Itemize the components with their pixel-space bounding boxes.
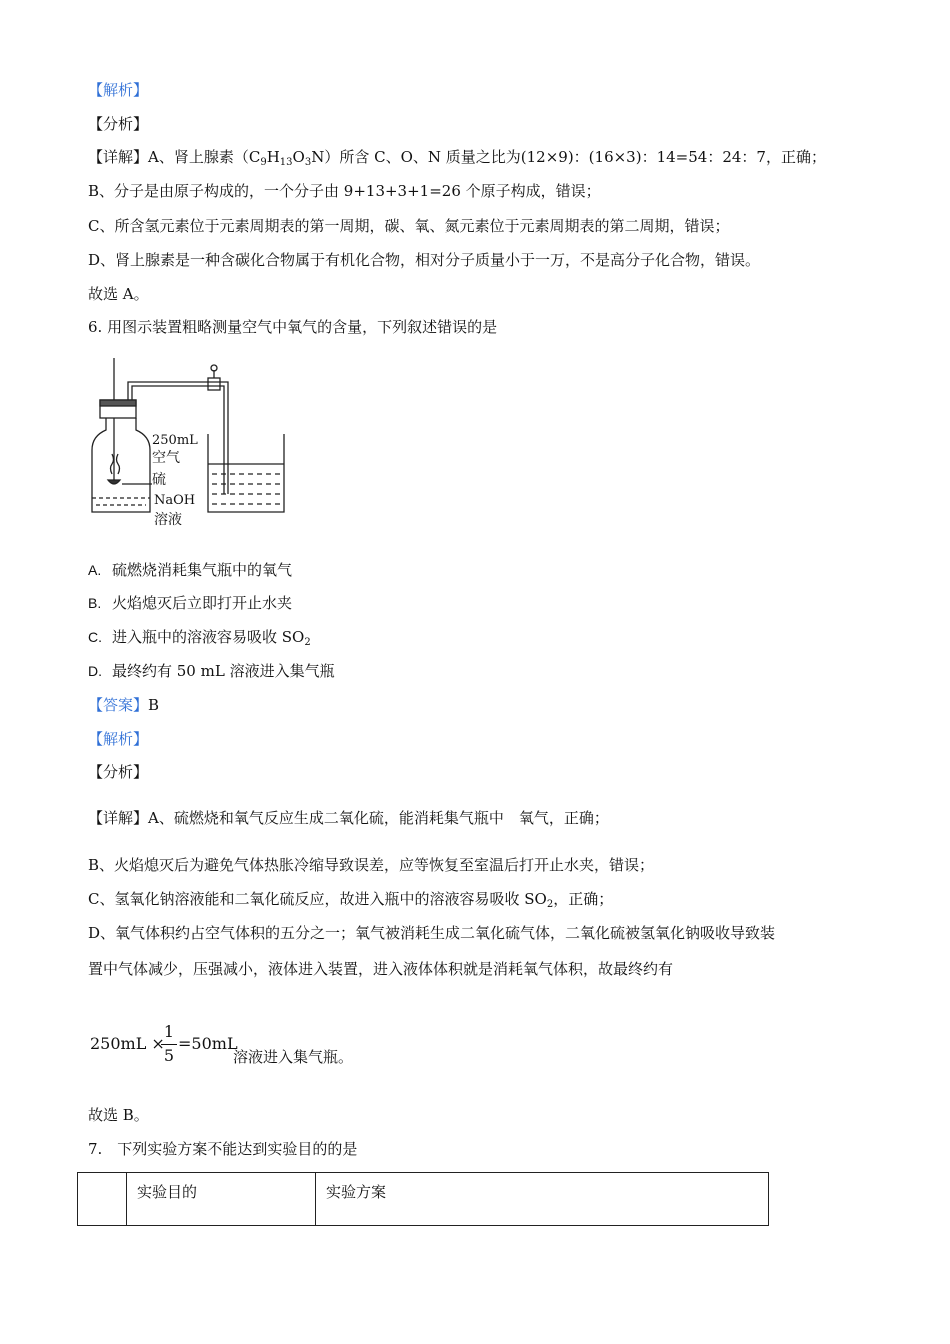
label-volume: 250mL [152, 433, 198, 448]
apparatus-diagram [88, 352, 298, 538]
jiexi-heading-1: 【解析】 [88, 81, 149, 99]
formula-tail: 溶液进入集气瓶。 [233, 1048, 354, 1066]
table-header-purpose: 实验目的 [127, 1173, 316, 1226]
detail-line-a-2: 【详解】A、硫燃烧和氧气反应生成二氧化硫，能消耗集气瓶中 氧气，正确； [88, 809, 609, 827]
table-header-plan: 实验方案 [316, 1173, 769, 1226]
formula-right: =50mL [178, 1034, 238, 1053]
option-b: B. 火焰熄灭后立即打开止水夹 [88, 594, 293, 612]
formula-denominator: 5 [163, 1046, 175, 1065]
table-header-row [78, 1173, 769, 1226]
question-7-stem: 7. 下列实验方案不能达到实验目的的是 [88, 1140, 358, 1158]
experiment-table [77, 1172, 769, 1226]
option-a: A. 硫燃烧消耗集气瓶中的氧气 [88, 561, 293, 579]
fraction-bar [161, 1044, 177, 1045]
choose-line-2: 故选 B。 [88, 1106, 149, 1124]
detail-line-c-1: C、所含氢元素位于元素周期表的第一周期，碳、氧、氮元素位于元素周期表的第二周期，错误； [88, 217, 730, 235]
label-naoh: NaOH [154, 493, 196, 508]
detail-line-c-2: C、氢氧化钠溶液能和二氧化硫反应，故进入瓶中的溶液容易吸收 $SO_2$，正确； [88, 890, 614, 910]
label-air: 空气 [152, 450, 180, 466]
formula-left: 250mL × [90, 1034, 165, 1053]
option-d: D. 最终约有 50 mL 溶液进入集气瓶 [88, 662, 335, 680]
detail-line-d-2-cont: 置中气体减少，压强减小，液体进入装置，进入液体体积就是消耗氧气体积，故最终约有 [88, 960, 674, 978]
detail-line-b-1: B、分子是由原子构成的，一个分子由 9+13+3+1=26 个原子构成，错误； [88, 182, 601, 200]
detail-line-a-1: 【详解】A、肾上腺素$(C_9H_{13}O_3N)$所含 C、O、N 质量之比为(12×9)：(16×3)：14=54：24：7，正确； [88, 148, 826, 168]
fenxi-heading-1: 【分析】 [88, 115, 149, 133]
question-6-stem: 6. 用图示装置粗略测量空气中氧气的含量，下列叙述错误的是 [88, 318, 498, 336]
volume-formula [90, 1022, 390, 1072]
detail-line-d-2: D、氧气体积约占空气体积的五分之一；氧气被消耗生成二氧化硫气体，二氧化硫被氢氧化钠吸收导致装 [88, 924, 776, 942]
label-sulfur: 硫 [152, 472, 166, 488]
table-header-index [78, 1173, 127, 1226]
detail-line-b-2: B、火焰熄灭后为避免气体热胀冷缩导致误差，应等恢复至室温后打开止水夹，错误； [88, 856, 655, 874]
option-c: C. 进入瓶中的溶液容易吸收 $SO_2$ [88, 628, 311, 648]
detail-line-d-1: D、肾上腺素是一种含碳化合物属于有机化合物，相对分子质量小于一万，不是高分子化合物，错误。 [88, 251, 761, 269]
label-solution: 溶液 [154, 512, 182, 528]
answer-line: 【答案】B [88, 696, 160, 714]
jiexi-heading-2: 【解析】 [88, 730, 149, 748]
choose-line-1: 故选 A。 [88, 285, 149, 303]
fenxi-heading-2: 【分析】 [88, 763, 149, 781]
formula-numerator: 1 [163, 1022, 175, 1041]
